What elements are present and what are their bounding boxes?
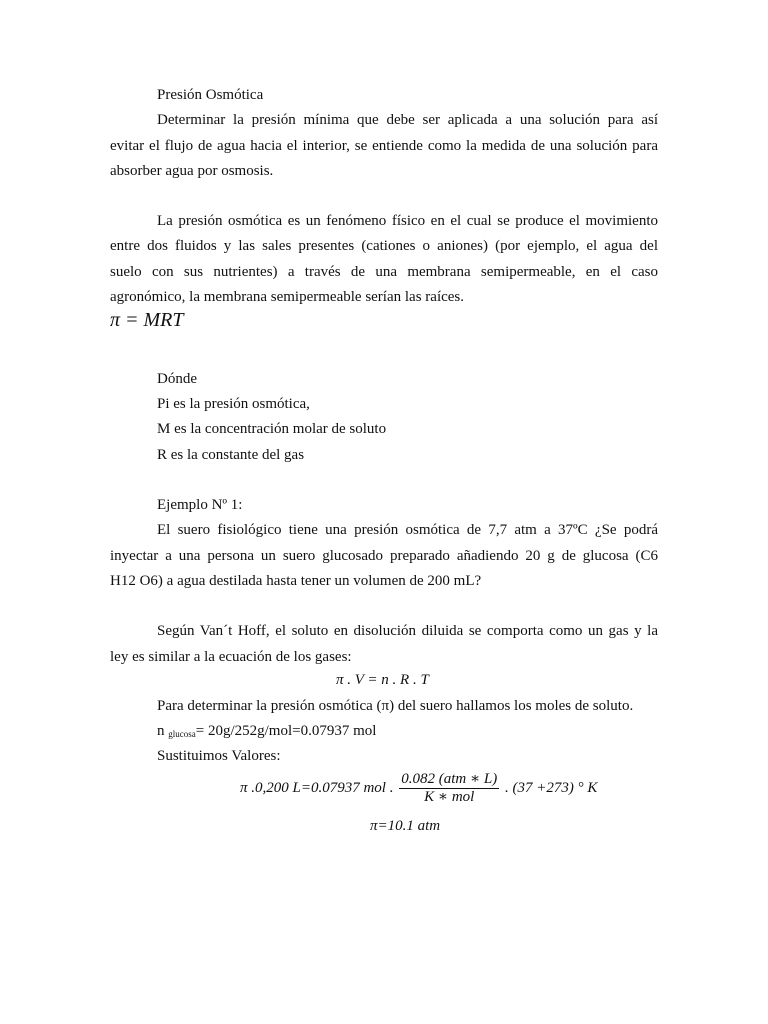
definition-item: M es la concentración molar de soluto (157, 421, 387, 437)
paragraph-line: La presión osmótica es un fenómeno físico en el cual se produce el movimiento (157, 213, 658, 229)
example-title: Ejemplo Nº 1: (157, 497, 243, 513)
moles-subscript: glucosa (168, 729, 196, 739)
paragraph-line: agronómico, la membrana semipermeable serían las raíces. (110, 289, 465, 305)
donde-label: Dónde (157, 371, 197, 387)
example-line: H12 O6) a agua destilada hasta tener un volumen de 200 mL? (110, 573, 482, 589)
calc-left: π .0,200 L=0.07937 mol . (240, 780, 394, 796)
vanthoff-line: Según Van´t Hoff, el soluto en disolución diluida se comporta como un gas y la (157, 623, 658, 639)
calc-fraction (399, 771, 499, 806)
section-title: Presión Osmótica (157, 87, 264, 103)
paragraph-line: entre dos fluidos y las sales presentes (cationes o aniones) (por ejemplo, el agua del (110, 238, 658, 254)
sustituimos-label: Sustituimos Valores: (157, 748, 281, 764)
paragraph-line: suelo con sus nutrientes) a través de una membrana semipermeable, en el caso (110, 264, 658, 280)
result-equation: π=10.1 atm (370, 818, 441, 834)
vanthoff-line: ley es similar a la ecuación de los gases: (110, 649, 352, 665)
gas-equation: π . V = n . R . T (336, 672, 429, 688)
moles-value: = 20g/252g/mol=0.07937 mol (195, 723, 377, 739)
definition-item: Pi es la presión osmótica, (157, 396, 310, 412)
calculation-equation (240, 770, 597, 806)
main-formula: π = MRT (110, 309, 184, 331)
example-line: El suero fisiológico tiene una presión osmótica de 7,7 atm a 37ºC ¿Se podrá (157, 522, 658, 538)
determine-line: Para determinar la presión osmótica (π) del suero hallamos los moles de soluto. (157, 698, 634, 714)
example-line: inyectar a una persona un suero glucosado preparado añadiendo 20 g de glucosa (C6 (110, 548, 658, 564)
paragraph-line: evitar el flujo de agua hacia el interior, se entiende como la medida de una solución para (110, 138, 658, 154)
calc-denominator: K ∗ mol (424, 789, 475, 806)
calc-numerator: 0.082 (atm ∗ L) (401, 771, 498, 788)
paragraph-line: Determinar la presión mínima que debe ser aplicada a una solución para así (157, 112, 658, 128)
paragraph-line: absorber agua por osmosis. (110, 163, 274, 179)
moles-label: n (157, 723, 165, 739)
definition-item: R es la constante del gas (157, 447, 305, 463)
calc-right: . (37 +273) ° K (505, 780, 598, 796)
moles-line (157, 722, 376, 743)
